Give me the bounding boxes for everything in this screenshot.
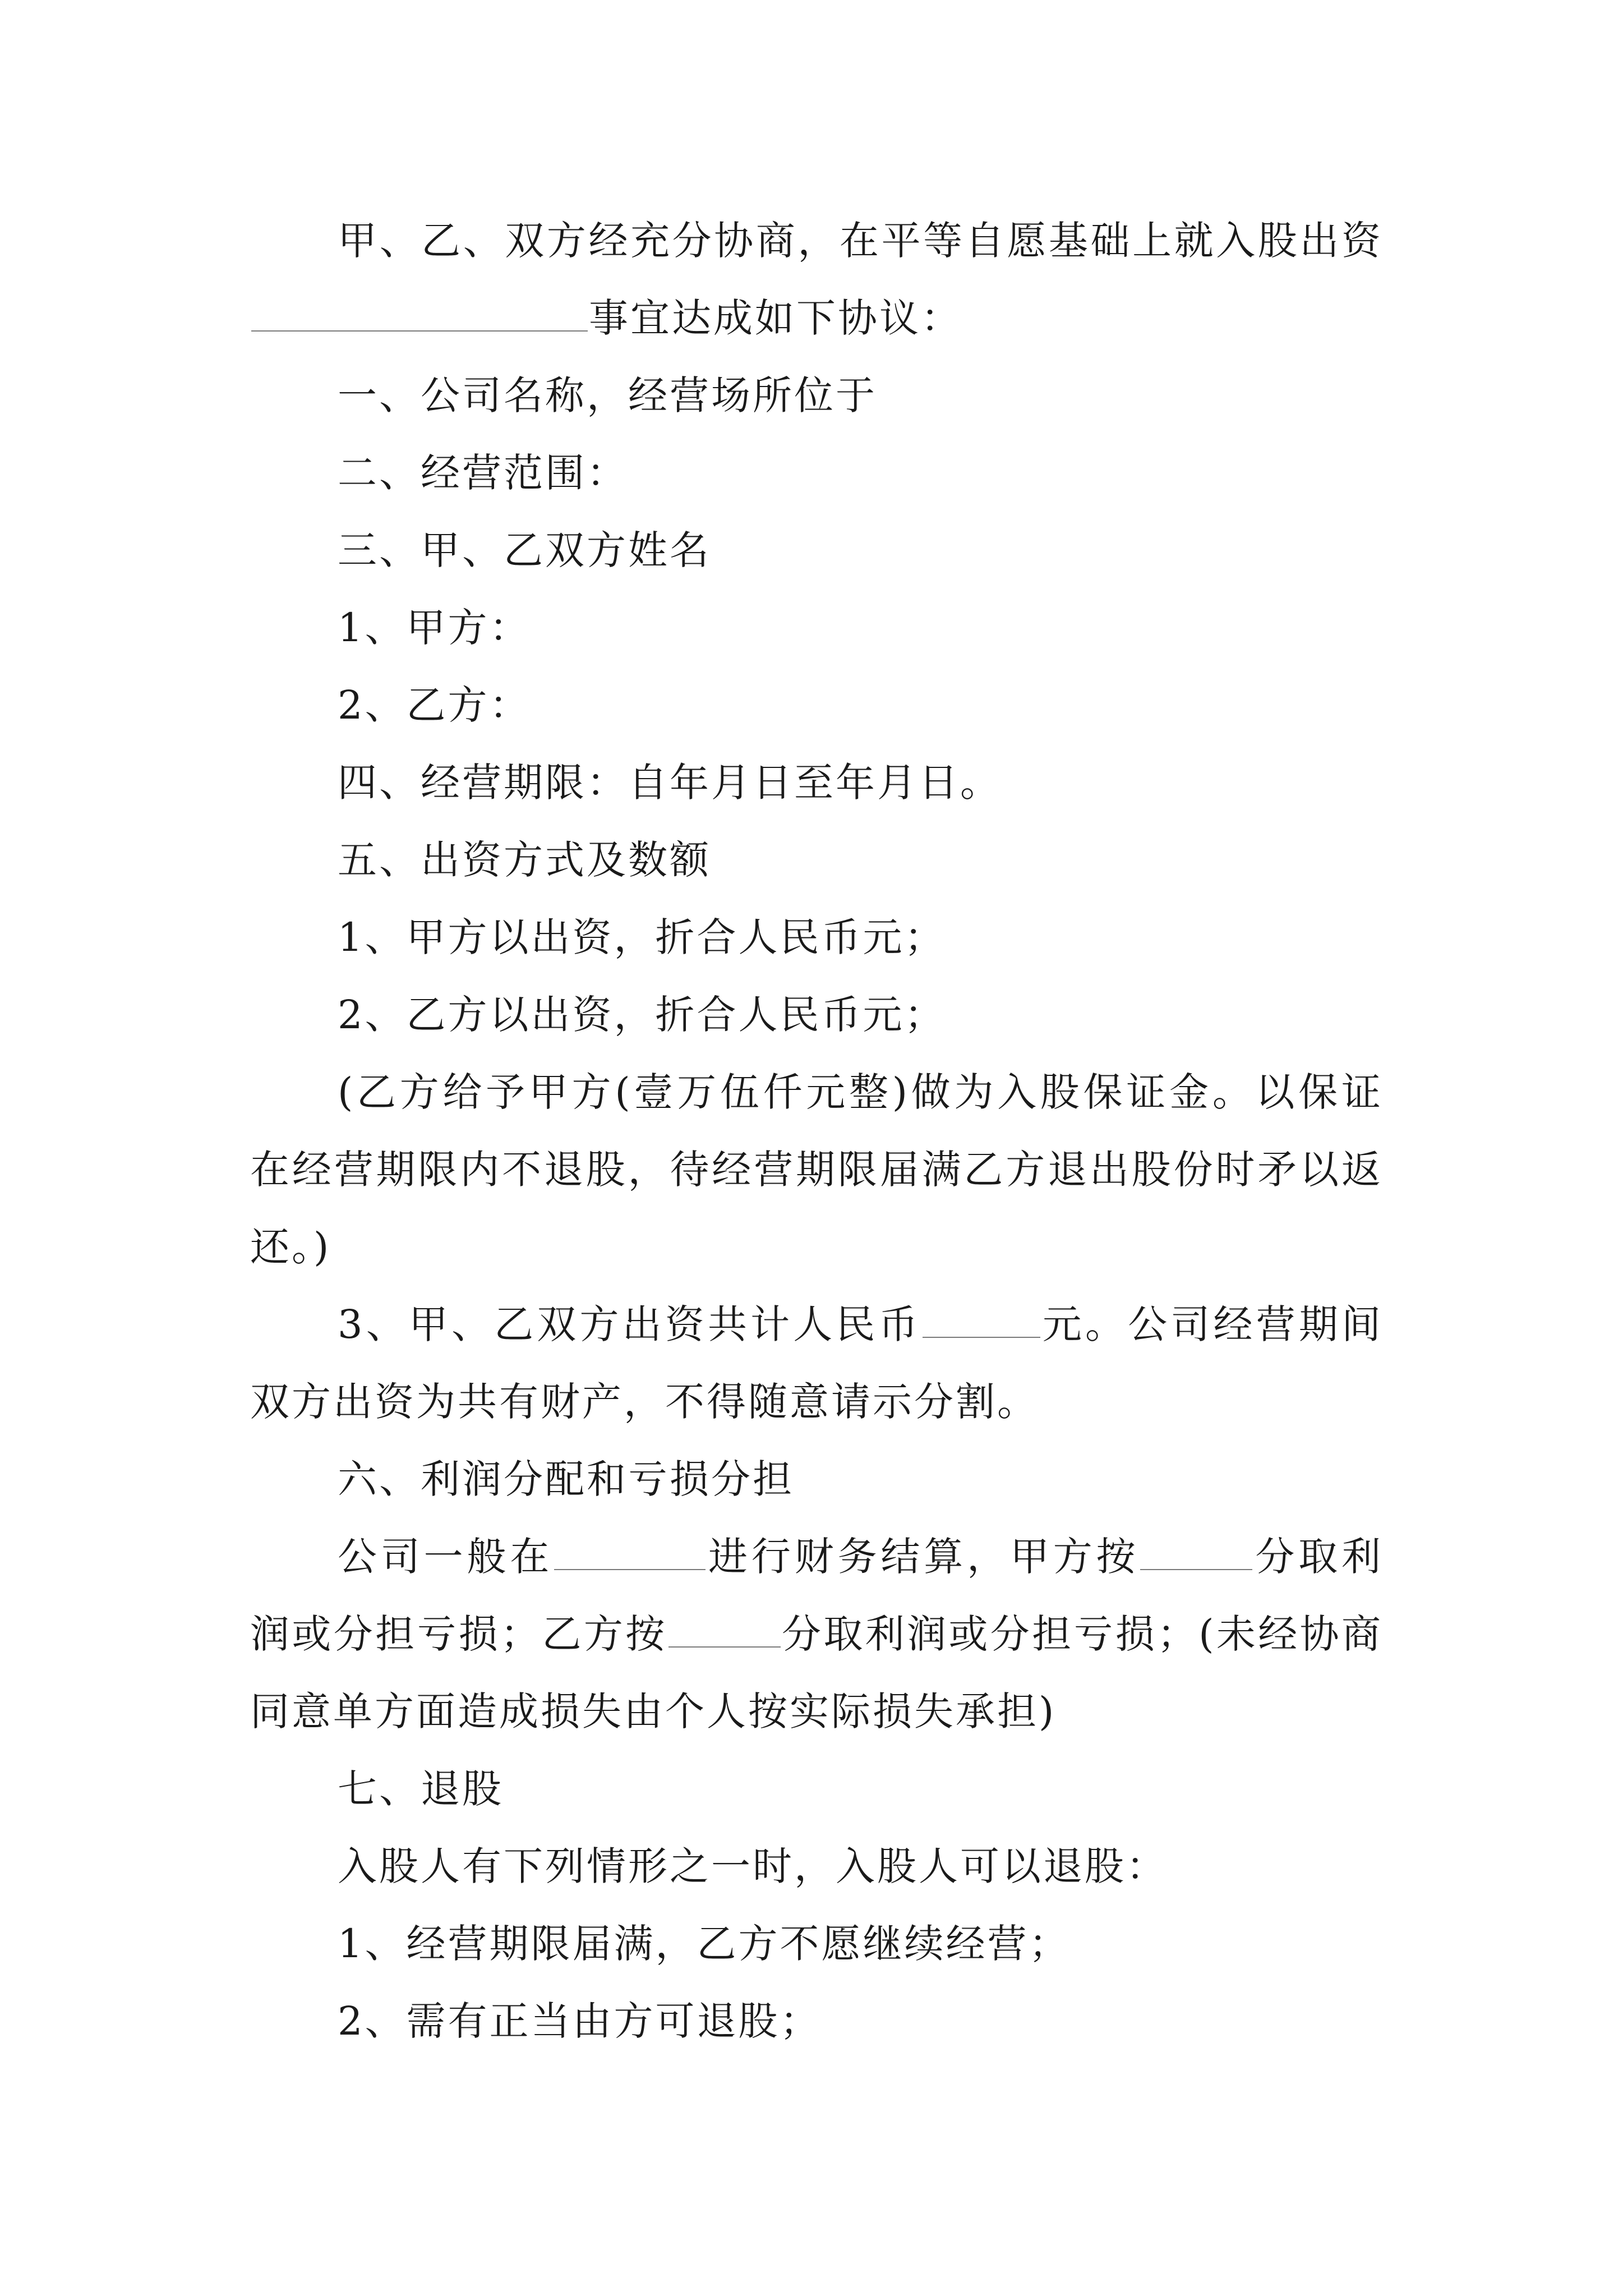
intro-text-start: 甲、乙、双方经充分协商，在平等自愿基础上就入股出资 (338, 218, 1383, 264)
contribution-party-b (250, 976, 1383, 1053)
contribution-party-b-text: 2、乙方以出资，折合人民币元； (338, 992, 946, 1038)
contribution-total (250, 1286, 1383, 1441)
deposit-note (250, 1053, 1383, 1286)
party-a-line (250, 589, 1383, 666)
contribution-party-a (250, 899, 1383, 976)
profit-text-1: 公司一般在 (338, 1534, 554, 1580)
clause-business-scope (250, 434, 1383, 512)
withdrawal-item-1-text: 1、经营期限届满，乙方不愿继续经营； (338, 1921, 1071, 1967)
withdrawal-item-1 (250, 1905, 1383, 1982)
settlement-period-blank (554, 1536, 706, 1570)
withdrawal-intro (250, 1828, 1383, 1905)
clause-party-names-text: 三、甲、乙双方姓名 (338, 527, 711, 573)
profit-text-2: 进行财务结算，甲方按 (707, 1534, 1140, 1580)
intro-text-end: 事宜达成如下协议： (589, 295, 962, 341)
party-b-text: 2、乙方： (338, 682, 531, 728)
clause-withdrawal-text: 七、退股 (338, 1766, 504, 1812)
clause-company-name (250, 357, 1383, 434)
clause-term (250, 744, 1383, 821)
party-b-share-blank (668, 1614, 781, 1648)
clause-company-name-text: 一、公司名称，经营场所位于 (338, 372, 877, 418)
party-a-text: 1、甲方： (338, 605, 531, 651)
clause-term-text: 四、经营期限：自年月日至年月日。 (338, 760, 1002, 806)
profit-loss-detail (250, 1518, 1383, 1750)
profit-text-4: 分取利润或分担亏损；(未经协商同意单方面造成损失由个人按实际损失承担) (250, 1611, 1384, 1734)
clause-contribution (250, 821, 1383, 899)
agreement-body (250, 202, 1383, 2060)
profit-text-3: 分取利润或分担亏损；乙方按 (250, 1534, 1384, 1657)
deposit-note-text: (乙方给予甲方(壹万伍仟元整)做为入股保证金。以保证在经营期限内不退股，待经营期限届满乙方退出股份时矛以返还。) (250, 1069, 1383, 1270)
clause-party-names (250, 512, 1383, 589)
contribution-total-text-end: 元。公司经营期间双方出资为共有财产，不得随意请示分割。 (250, 1301, 1383, 1425)
investment-blank (251, 298, 588, 332)
contribution-party-a-text: 1、甲方以出资，折合人民币元； (338, 914, 946, 960)
clause-contribution-text: 五、出资方式及数额 (338, 837, 711, 883)
party-a-share-blank (1140, 1536, 1252, 1570)
clause-withdrawal (250, 1750, 1383, 1828)
clause-profit-loss-text: 六、利润分配和亏损分担 (338, 1456, 794, 1502)
total-amount-blank (923, 1304, 1040, 1338)
withdrawal-item-2 (250, 1982, 1383, 2060)
party-b-line (250, 666, 1383, 744)
withdrawal-intro-text: 入股人有下列情形之一时，入股人可以退股： (338, 1843, 1168, 1889)
contribution-total-text-start: 3、甲、乙双方出资共计人民币 (338, 1301, 921, 1347)
intro-paragraph (250, 202, 1383, 357)
clause-profit-loss (250, 1441, 1383, 1518)
withdrawal-item-2-text: 2、需有正当由方可退股； (338, 1998, 822, 2044)
clause-business-scope-text: 二、经营范围： (338, 450, 628, 496)
